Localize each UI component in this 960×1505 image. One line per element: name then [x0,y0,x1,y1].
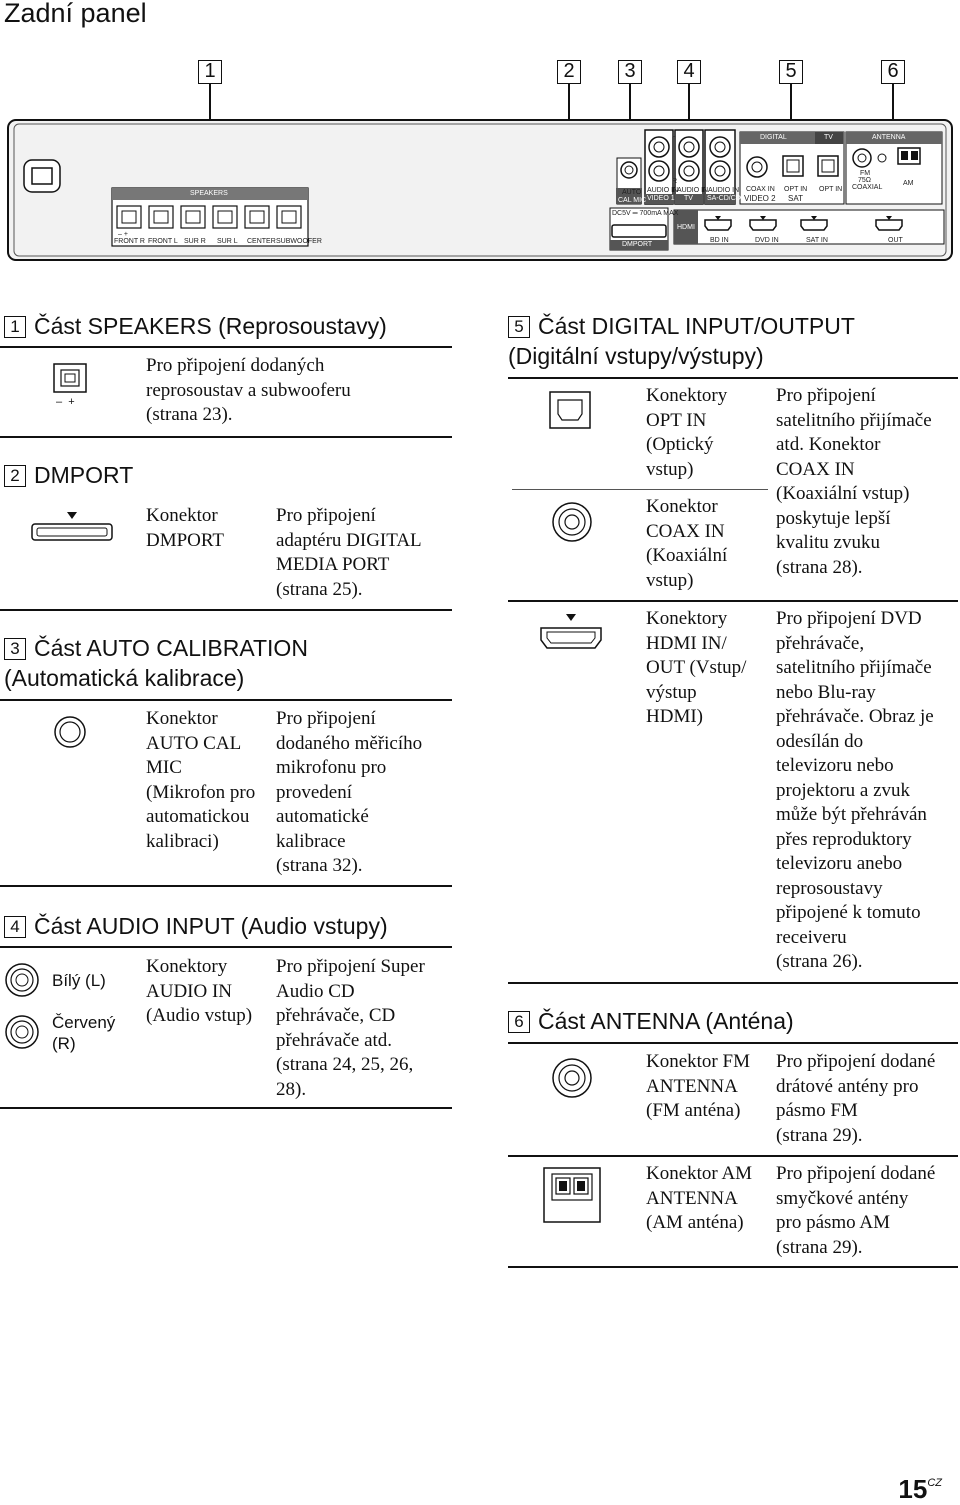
s2-desc-line: Pro připojení [276,505,376,526]
rear-panel-illustration [0,112,960,272]
s4-name-line: (Audio vstup) [146,1005,253,1026]
am-antenna-name [646,1162,752,1236]
panel-coax-in: COAX IN [746,186,775,193]
fm-antenna-name [646,1050,750,1124]
page-number [898,1474,942,1505]
hdmi-desc-line: přes reproduktory [776,828,912,850]
hdmi-desc-line: nebo Blu-ray [776,681,876,703]
fm-desc-line: pásmo FM [776,1100,858,1121]
fm-desc-line: Pro připojení dodané [776,1051,936,1072]
section-6-number: 6 [508,1011,530,1033]
s4-desc-line: 28). [276,1078,307,1100]
panel-antenna: ANTENNA [872,134,906,141]
hdmi-desc-line: satelitního přijímače [776,657,932,678]
section-2-connector-name [146,504,224,553]
panel-ohm: 75Ω [858,177,872,184]
section-5-title-line-2: (Digitální vstupy/výstupy) [508,343,764,369]
am-desc-line: Pro připojení dodané [776,1163,936,1184]
callout-4: 4 [677,60,701,84]
panel-audio-in-1: AUDIO IN [647,187,679,194]
section-2-number: 2 [4,465,26,487]
s1-desc-line: Pro připojení dodaných [146,355,325,376]
panel-speakers-label: SPEAKERS [190,190,228,197]
panel-port-center: CENTER [247,238,276,245]
fm-antenna-jack-icon [550,1056,594,1100]
hdmi-desc-line: přehrávače. Obraz je [776,706,934,727]
hdmi-name-line: OUT (Vstup/ [646,657,747,678]
s4-name-line: Konektory [146,956,228,977]
am-name-line: ANTENNA [646,1187,738,1209]
hdmi-name-line: HDMI) [646,706,703,727]
fm-desc-line: (strana 29). [776,1124,863,1146]
section-1-description [146,354,351,428]
fm-antenna-description [776,1050,935,1148]
section-3-title-line-1: Část AUTO CALIBRATION [34,635,308,661]
s3-name-line: (Mikrofon pro [146,781,256,803]
panel-hdmi: HDMI [677,224,695,231]
optcoax-desc-line: kvalitu zvuku [776,532,880,553]
s3-desc-line: Pro připojení [276,708,376,729]
fm-name-line: (FM anténa) [646,1100,741,1121]
section-3-rule [0,699,452,701]
hdmi-desc-line: televizoru nebo [776,755,894,776]
hdmi-desc-line: projektoru a zvuk [776,779,911,801]
optcoax-desc-line: (strana 28). [776,556,863,578]
section-3-description [276,707,422,879]
s3-desc-line: kalibrace [276,830,346,852]
page-number-suffix: CZ [927,1477,942,1489]
hdmi-desc-line: připojené k tomuto [776,902,921,923]
panel-channel-l: L [672,132,676,139]
red-jack-label [52,1012,115,1054]
fm-bottom-rule [508,1155,958,1157]
optcoax-desc-line: (Koaxiální vstup) [776,483,910,504]
section-3-connector-name [146,707,255,854]
section-5-rule [508,377,958,379]
optcoax-desc-line: atd. Konektor [776,434,881,455]
hdmi-name-line: Konektory [646,608,728,629]
panel-audio-in-2: AUDIO IN [677,187,709,194]
red-jack-label-line: Červený [52,1013,116,1032]
section-1-number: 1 [4,316,26,338]
audio-in-jacks-icon [2,960,42,1060]
s4-desc-line: Audio CD [276,980,355,1002]
hdmi-desc-line: reprosoustavy [776,877,883,899]
speaker-polarity-label: – + [56,396,75,408]
s3-name-line: kalibraci) [146,830,219,852]
panel-port-front-r: FRONT R [114,238,145,245]
panel-port-sur-l: SUR L [217,238,238,245]
auto-cal-mic-jack-icon [52,714,88,750]
section-4-heading [4,911,388,941]
s3-name-line: MIC [146,757,182,778]
s3-desc-line: dodaného měřicího [276,732,423,754]
section-3-heading [4,633,308,693]
panel-auto-cal-top: AUTO [622,189,642,196]
s1-desc-line: (strana 23). [146,404,233,425]
s4-desc-line: (strana 24, 25, 26, [276,1054,414,1075]
fm-name-line: ANTENNA [646,1075,738,1097]
hdmi-desc-line: přehrávače, [776,632,865,654]
panel-port-sur-r: SUR R [184,238,206,245]
panel-sat: SAT [788,194,803,203]
panel-hdmi-bd-in: BD IN [710,237,729,244]
s4-desc-line: Pro připojení Super [276,956,425,977]
am-name-line: Konektor AM [646,1163,753,1184]
am-desc-line: pro pásmo AM [776,1212,890,1233]
fm-name-line: Konektor FM [646,1051,750,1072]
s3-name-line: AUTO CAL [146,732,242,754]
hdmi-name-line: HDMI IN/ [646,632,727,654]
dmport-connector-icon [30,510,116,544]
hdmi-desc-line: odesílán do [776,730,864,752]
opt-coax-divider [512,489,768,490]
section-2-heading [4,460,133,490]
callout-3: 3 [618,60,642,84]
section-5-bottom-rule [508,982,958,984]
s2-desc-line: MEDIA PORT [276,554,390,575]
am-antenna-terminal-icon [540,1164,604,1230]
s1-desc-line: reprosoustav a subwooferu [146,379,351,401]
panel-dc-rating: DC5V ═ 700mA MAX [612,210,679,217]
panel-hdmi-out: OUT [888,237,903,244]
section-3-number: 3 [4,638,26,660]
coax-in-name [646,495,727,593]
opt-name-line: (Optický [646,434,714,455]
panel-audio-in-3: AUDIO IN [708,187,740,194]
section-4-rule [0,946,452,948]
s2-desc-line: (strana 25). [276,578,363,600]
section-3-bottom-rule [0,885,452,887]
s4-desc-line: přehrávače atd. [276,1029,393,1051]
red-jack-label-line: (R) [52,1034,76,1053]
s3-desc-line: provedení [276,781,352,803]
section-6-heading [508,1006,794,1036]
section-1-bottom-rule [0,436,452,438]
callout-6: 6 [881,60,905,84]
section-4-title: Část AUDIO INPUT (Audio vstupy) [34,913,388,939]
section-4-connector-name [146,955,252,1029]
section-4-number: 4 [4,916,26,938]
s4-name-line: AUDIO IN [146,980,233,1002]
optcoax-desc-line: satelitního přijímače [776,409,932,431]
opt-name-line: Konektory [646,385,728,406]
callout-1: 1 [198,60,222,84]
section-1-title: Část SPEAKERS (Reprosoustavy) [34,313,387,339]
section-6-rule [508,1042,958,1044]
am-desc-line: smyčkové antény [776,1187,909,1209]
hdmi-desc-line: Pro připojení DVD [776,608,922,629]
coax-name-line: COAX IN [646,520,725,542]
panel-sacd: SA-CD/CD [707,195,741,202]
panel-digital: DIGITAL [760,134,787,141]
s3-desc-line: automatické [276,806,369,827]
optcoax-desc-line: poskytuje lepší [776,507,891,529]
s3-desc-line: mikrofonu pro [276,757,387,778]
s3-name-line: Konektor [146,708,218,729]
section-4-bottom-rule [0,1107,452,1109]
callout-5: 5 [779,60,803,84]
opt-name-line: vstup) [646,458,694,480]
coax-bottom-rule [508,600,958,602]
section-1-heading [4,311,387,341]
panel-am: AM [903,180,914,187]
panel-video1: VIDEO 1 [647,195,675,202]
coax-name-line: vstup) [646,569,694,591]
am-name-line: (AM anténa) [646,1212,744,1233]
opt-in-name [646,384,727,482]
white-jack-label: Bílý (L) [52,971,106,990]
hdmi-desc-line: televizoru anebo [776,853,903,874]
panel-tv-badge: TV [824,134,833,141]
s2-desc-line: adaptéru DIGITAL [276,529,422,551]
fm-desc-line: drátové antény pro [776,1075,919,1097]
optcoax-desc-line: COAX IN [776,458,855,480]
hdmi-desc-line: receiveru [776,926,847,948]
section-1-rule [0,346,452,348]
coax-name-line: (Koaxiální [646,545,728,566]
section-6-title: Část ANTENNA (Anténa) [538,1008,794,1034]
panel-opt-in-sat: OPT IN [784,186,808,193]
s2-name-line: DMPORT [146,529,225,551]
coax-name-line: Konektor [646,496,718,517]
hdmi-name-line: výstup [646,681,697,703]
section-3-title-line-2: (Automatická kalibrace) [4,665,245,691]
panel-video2: VIDEO 2 [744,194,776,203]
panel-polarity: – + [118,231,128,238]
opt-in-jack-icon [548,390,594,432]
panel-port-front-l: FRONT L [148,238,178,245]
section-5-number: 5 [508,316,530,338]
page-number-value: 15 [898,1474,928,1504]
am-antenna-description [776,1162,935,1260]
hdmi-name [646,607,746,730]
hdmi-description [776,607,934,975]
opt-name-line: OPT IN [646,409,707,431]
s3-desc-line: (strana 32). [276,855,363,876]
panel-fm: FM [860,170,871,177]
section-4-description [276,955,425,1102]
panel-tv: TV [684,195,693,202]
callout-2: 2 [557,60,581,84]
section-2-description [276,504,422,602]
panel-port-subwoofer: SUBWOOFER [276,238,322,245]
s2-name-line: Konektor [146,505,218,526]
panel-dmport: DMPORT [622,241,653,248]
hdmi-desc-line: (strana 26). [776,951,863,972]
page-title: Zadní panel [4,0,147,28]
panel-opt-in-tv: OPT IN [819,186,843,193]
optcoax-desc-line: Pro připojení [776,385,876,406]
hdmi-desc-line: může být přehráván [776,804,927,825]
am-desc-line: (strana 29). [776,1236,863,1258]
section-6-bottom-rule [508,1266,958,1268]
panel-hdmi-dvd-in: DVD IN [755,237,779,244]
section-2-rule [0,609,452,611]
panel-auto-cal-bottom: CAL MIC [618,197,647,204]
section-5-heading [508,311,855,371]
section-5-title-line-1: Část DIGITAL INPUT/OUTPUT [538,313,855,339]
panel-coaxial: COAXIAL [852,184,883,191]
panel-hdmi-sat-in: SAT IN [806,237,828,244]
opt-coax-description [776,384,932,580]
s4-desc-line: přehrávače, CD [276,1005,396,1026]
panel-channel-r: R [672,178,678,185]
hdmi-connector-icon [538,612,606,656]
s3-name-line: automatickou [146,806,250,827]
section-2-title: DMPORT [34,462,134,488]
coax-in-jack-icon [550,500,594,544]
